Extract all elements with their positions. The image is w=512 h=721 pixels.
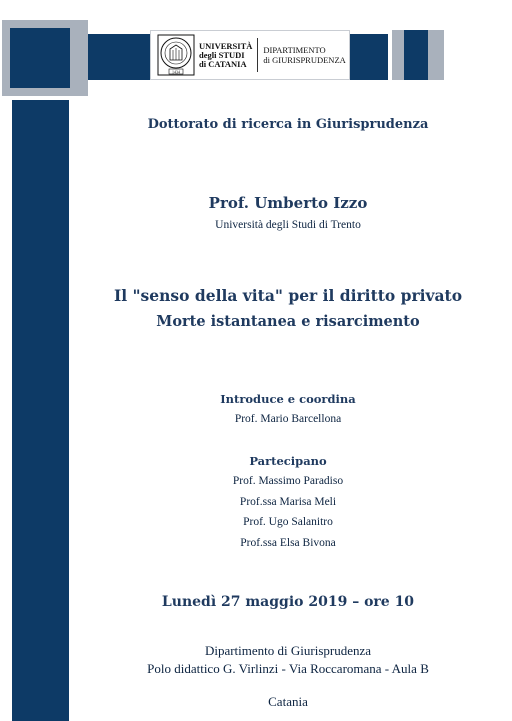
seal-year: 1434: [172, 69, 180, 75]
logo-divider: [257, 38, 258, 72]
department-name: [263, 45, 345, 65]
venue-department: Dipartimento di Giurisprudenza: [204, 643, 372, 658]
doctorate-heading: Dottorato di ricerca in Giurisprudenza: [147, 117, 429, 132]
introduction-heading: Introduce e coordina: [220, 392, 356, 406]
decor-sidebar: [12, 100, 69, 721]
event-date: Lunedì 27 maggio 2019 – ore 10: [161, 594, 415, 610]
participant-name: Prof. Ugo Salanitro: [243, 516, 333, 528]
participant-name: Prof.ssa Marisa Meli: [239, 496, 337, 508]
department-name-line: di GIURISPRUDENZA: [263, 55, 346, 65]
event-title: Il "senso della vita" per il diritto privato: [113, 286, 463, 305]
decor-gray-stripe-2: [428, 30, 444, 80]
participants-heading: Partecipano: [249, 454, 327, 468]
speaker-name: Prof. Umberto Izzo: [208, 194, 368, 212]
decor-navy-block: [10, 28, 70, 88]
speaker-affiliation: Università degli Studi di Trento: [215, 219, 361, 231]
university-name-line: di CATANIA: [199, 58, 247, 69]
introduction-name: Prof. Mario Barcellona: [234, 413, 342, 425]
university-name-line: UNIVERSITÀ: [199, 40, 253, 51]
participant-name: Prof.ssa Elsa Bivona: [240, 537, 336, 549]
university-seal-icon: [157, 34, 195, 76]
participant-name: Prof. Massimo Paradiso: [232, 475, 344, 487]
venue-city: Catania: [268, 694, 308, 709]
event-subtitle: Morte istantanea e risarcimento: [156, 313, 420, 330]
department-name-line: DIPARTIMENTO: [263, 45, 326, 55]
university-logo: [150, 30, 350, 80]
university-name-line: degli STUDI: [199, 49, 245, 60]
university-name: [199, 42, 252, 69]
venue-address: Polo didattico G. Virlinzi - Via Roccaromana - Aula B: [147, 661, 429, 676]
decor-gray-stripe: [392, 30, 404, 80]
decor-navy-stripe: [404, 30, 428, 80]
